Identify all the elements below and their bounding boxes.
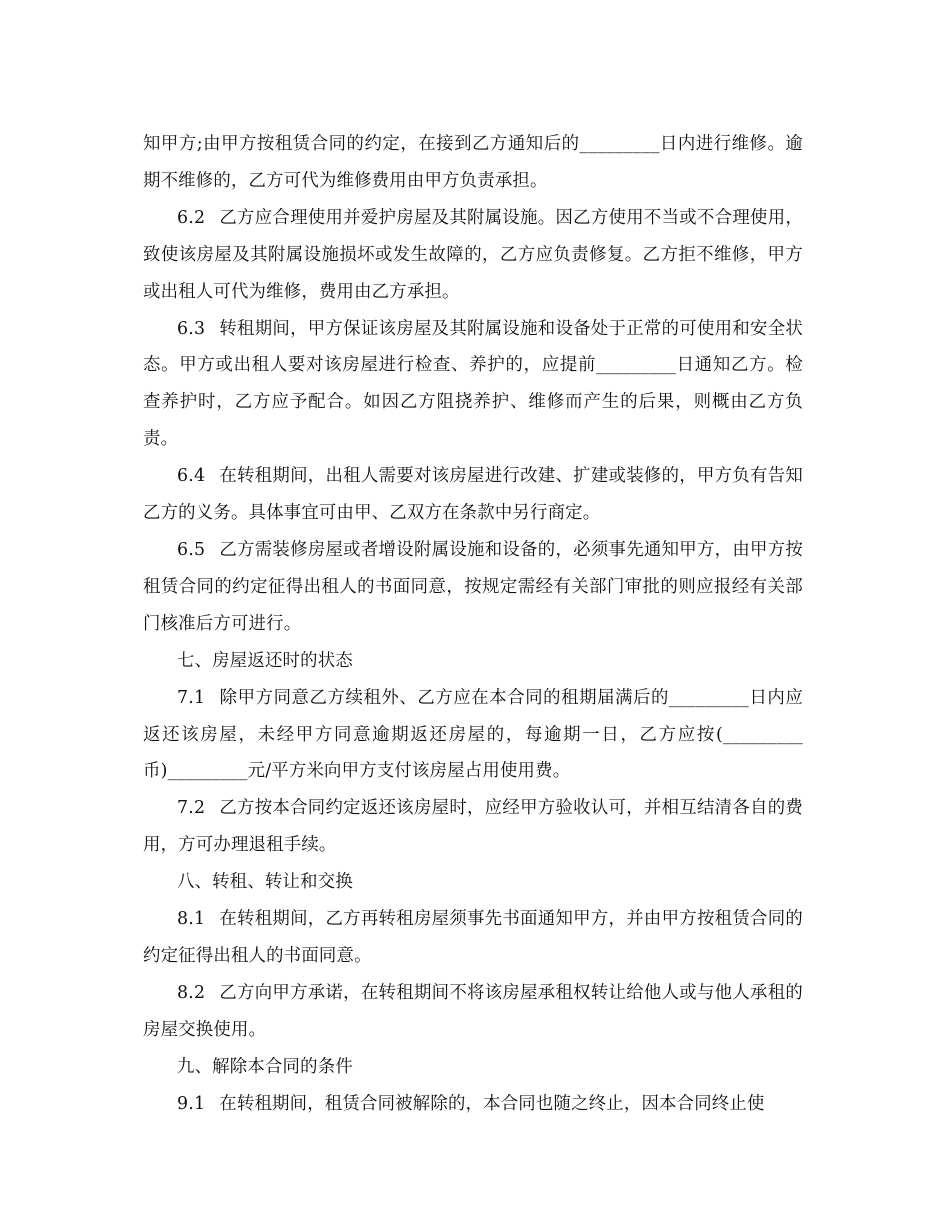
paragraph-repair-continuation [143,126,803,200]
clause-6-4 [143,458,803,532]
clause-8-1 [143,901,803,975]
clause-8-2 [143,975,803,1049]
clause-6-3 [143,311,803,459]
clause-7-2 [143,790,803,864]
clause-text: 在转租期间，出租人需要对该房屋进行改建、扩建或装修的，甲方负有告知乙方的义务。具体事宜可由甲、乙双方在条款中另行商定。 [143,466,803,524]
section-heading-7 [143,643,803,680]
clause-text: 乙方应合理使用并爱护房屋及其附属设施。因乙方使用不当或不合理使用，致使该房屋及其附属设施损坏或发生故障的，乙方应负责修复。乙方拒不维修，甲方或出租人可代为维修，费用由乙方承担。 [143,207,803,302]
clause-number: 8.2 [177,982,206,1003]
clause-7-1 [143,680,803,791]
clause-text: 转租期间，甲方保证该房屋及其附属设施和设备处于正常的可使用和安全状态。甲方或出租人要对该房屋进行检查、养护的，应提前_________日通知乙方。检查养护时，乙方应予配合。如因乙方阻挠养护、维修而产生的后果，则概由乙方负责。 [143,318,803,450]
section-heading-text: 八、转租、转让和交换 [177,872,353,893]
clause-text: 乙方需装修房屋或者增设附属设施和设备的，必须事先通知甲方，由甲方按租赁合同的约定征得出租人的书面同意，按规定需经有关部门审批的则应报经有关部门核准后方可进行。 [143,539,803,634]
clause-number: 6.3 [177,318,206,339]
clause-number: 6.5 [177,539,206,560]
section-heading-text: 九、解除本合同的条件 [177,1056,353,1077]
clause-6-5 [143,532,803,643]
section-heading-8 [143,864,803,901]
clause-9-1 [143,1086,803,1123]
clause-6-2 [143,200,803,311]
clause-number: 6.2 [177,207,206,228]
section-heading-9 [143,1049,803,1086]
section-heading-text: 七、房屋返还时的状态 [177,650,353,671]
clause-number: 9.1 [177,1093,206,1114]
clause-number: 6.4 [177,466,206,487]
clause-number: 8.1 [177,909,206,930]
clause-text: 乙方向甲方承诺，在转租期间不将该房屋承租权转让给他人或与他人承租的房屋交换使用。 [143,982,803,1040]
document-body [143,126,803,1122]
paragraph-text: 知甲方;由甲方按租赁合同的约定，在接到乙方通知后的_________日内进行维修。逾期不维修的，乙方可代为维修费用由甲方负责承担。 [143,134,803,191]
clause-text: 在转租期间，乙方再转租房屋须事先书面通知甲方，并由甲方按租赁合同的约定征得出租人的书面同意。 [143,909,803,966]
clause-number: 7.1 [177,687,206,708]
clause-number: 7.2 [177,798,206,819]
clause-text: 乙方按本合同约定返还该房屋时，应经甲方验收认可，并相互结清各自的费用，方可办理退租手续。 [143,798,803,856]
clause-text: 在转租期间，租赁合同被解除的，本合同也随之终止，因本合同终止使 [219,1093,765,1114]
clause-text: 除甲方同意乙方续租外、乙方应在本合同的租期届满后的_________日内应返还该房屋，未经甲方同意逾期返还房屋的，每逾期一日，乙方应按(_________币)_________元/平方米向甲方支付该房屋占用使用费。 [143,687,803,782]
